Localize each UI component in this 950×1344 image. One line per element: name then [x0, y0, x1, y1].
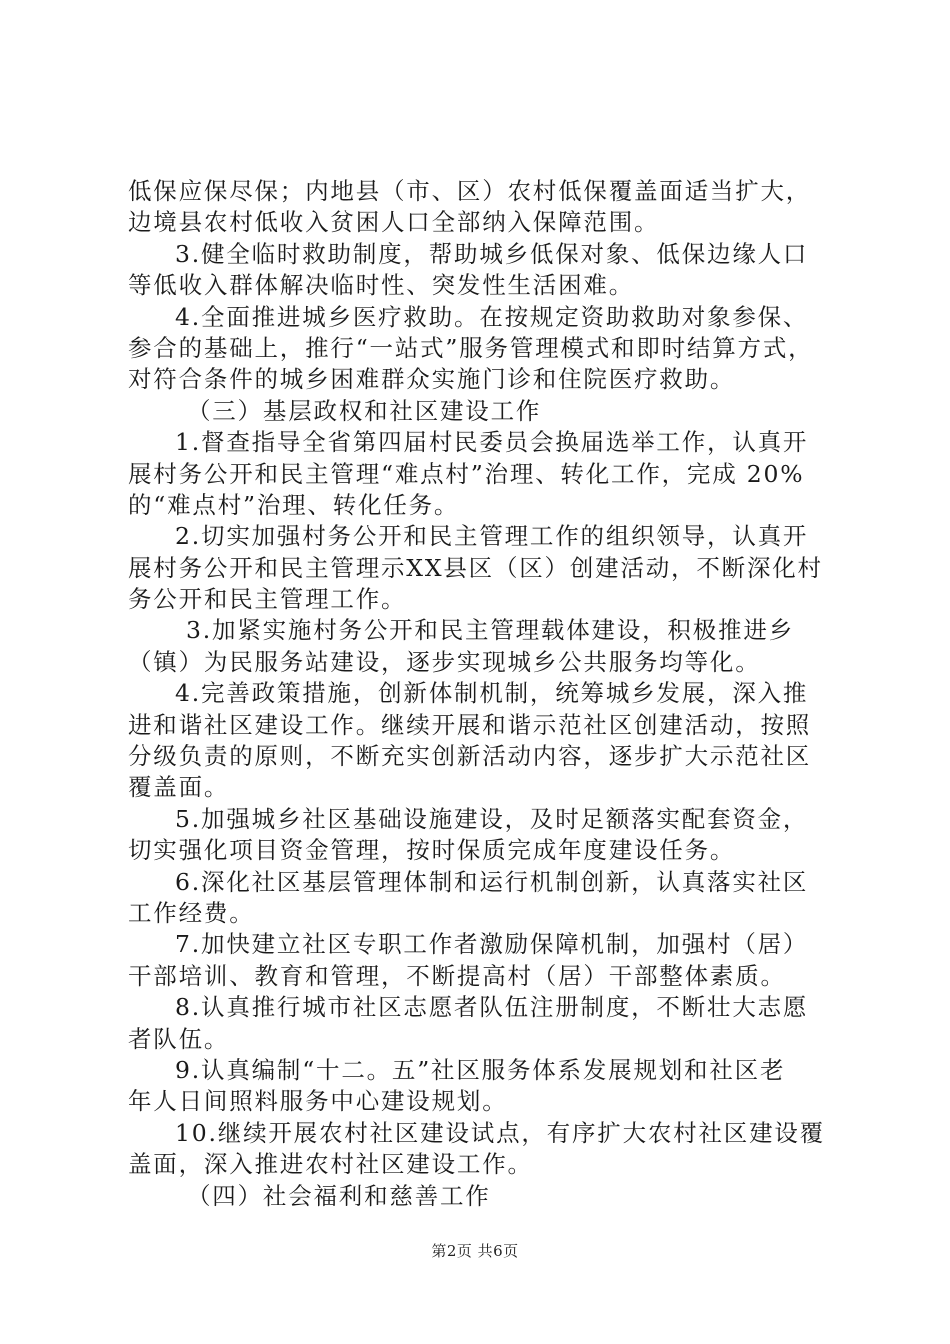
text-line: 干部培训、教育和管理，不断提高村（居）干部整体素质。 [128, 961, 786, 990]
text-line: 5.加强城乡社区基础设施建设，及时足额落实配套资金， [175, 804, 809, 833]
text-line: 9.认真编制“十二。五”社区服务体系发展规划和社区老 [175, 1055, 786, 1084]
document-body [128, 176, 838, 1212]
section-heading: （四）社会福利和慈善工作 [187, 1181, 491, 1210]
text-line: 覆盖面。 [128, 773, 230, 802]
text-line: 分级负责的原则，不断充实创新活动内容，逐步扩大示范社区 [128, 742, 812, 771]
text-line: 4.完善政策措施，创新体制机制，统筹城乡发展，深入推 [175, 679, 809, 708]
text-line: 的“难点村”治理、转化任务。 [128, 490, 460, 519]
text-line: 边境县农村低收入贫困人口全部纳入保障范围。 [128, 208, 660, 237]
text-line: 展村务公开和民主管理示XX县区（区）创建活动，不断深化村 [128, 553, 823, 582]
text-line: 年人日间照料服务中心建设规划。 [128, 1087, 508, 1116]
text-line: 等低收入群体解决临时性、突发性生活困难。 [128, 271, 634, 300]
page-footer: 第2页 共6页 [431, 1242, 519, 1260]
text-line: 务公开和民主管理工作。 [128, 585, 407, 614]
text-line: 1.督查指导全省第四届村民委员会换届选举工作，认真开 [175, 428, 809, 457]
text-line: 7.加快建立社区专职工作者激励保障机制，加强村（居） [175, 930, 809, 959]
text-line: 3.健全临时救助制度，帮助城乡低保对象、低保边缘人口 [175, 239, 809, 268]
text-line: 8.认真推行城市社区志愿者队伍注册制度，不断壮大志愿 [175, 993, 809, 1022]
text-line: 展村务公开和民主管理“难点村”治理、转化工作，完成 20% [128, 459, 805, 488]
text-line: 2.切实加强村务公开和民主管理工作的组织领导，认真开 [175, 522, 809, 551]
text-line: （镇）为民服务站建设，逐步实现城乡公共服务均等化。 [128, 647, 761, 676]
text-line: 盖面，深入推进农村社区建设工作。 [128, 1150, 533, 1179]
text-line: 工作经费。 [128, 898, 255, 927]
text-line: 切实强化项目资金管理，按时保质完成年度建设任务。 [128, 836, 736, 865]
text-line: 进和谐社区建设工作。继续开展和谐示范社区创建活动，按照 [128, 710, 812, 739]
text-line: 参合的基础上，推行“一站式”服务管理模式和即时结算方式， [128, 333, 814, 362]
text-line: 低保应保尽保；内地县（市、区）农村低保覆盖面适当扩大， [128, 177, 812, 205]
text-line: 对符合条件的城乡困难群众实施门诊和住院医疗救助。 [128, 365, 736, 394]
text-line: 4.全面推进城乡医疗救助。在按规定资助救助对象参保、 [175, 302, 809, 331]
section-heading: （三）基层政权和社区建设工作 [187, 396, 542, 425]
text-line: 6.深化社区基层管理体制和运行机制创新，认真落实社区 [175, 867, 809, 896]
text-line: 10.继续开展农村社区建设试点，有序扩大农村社区建设覆 [175, 1118, 825, 1147]
text-line: 者队伍。 [128, 1024, 230, 1053]
text-line: 3.加紧实施村务公开和民主管理载体建设，积极推进乡 [186, 616, 794, 645]
